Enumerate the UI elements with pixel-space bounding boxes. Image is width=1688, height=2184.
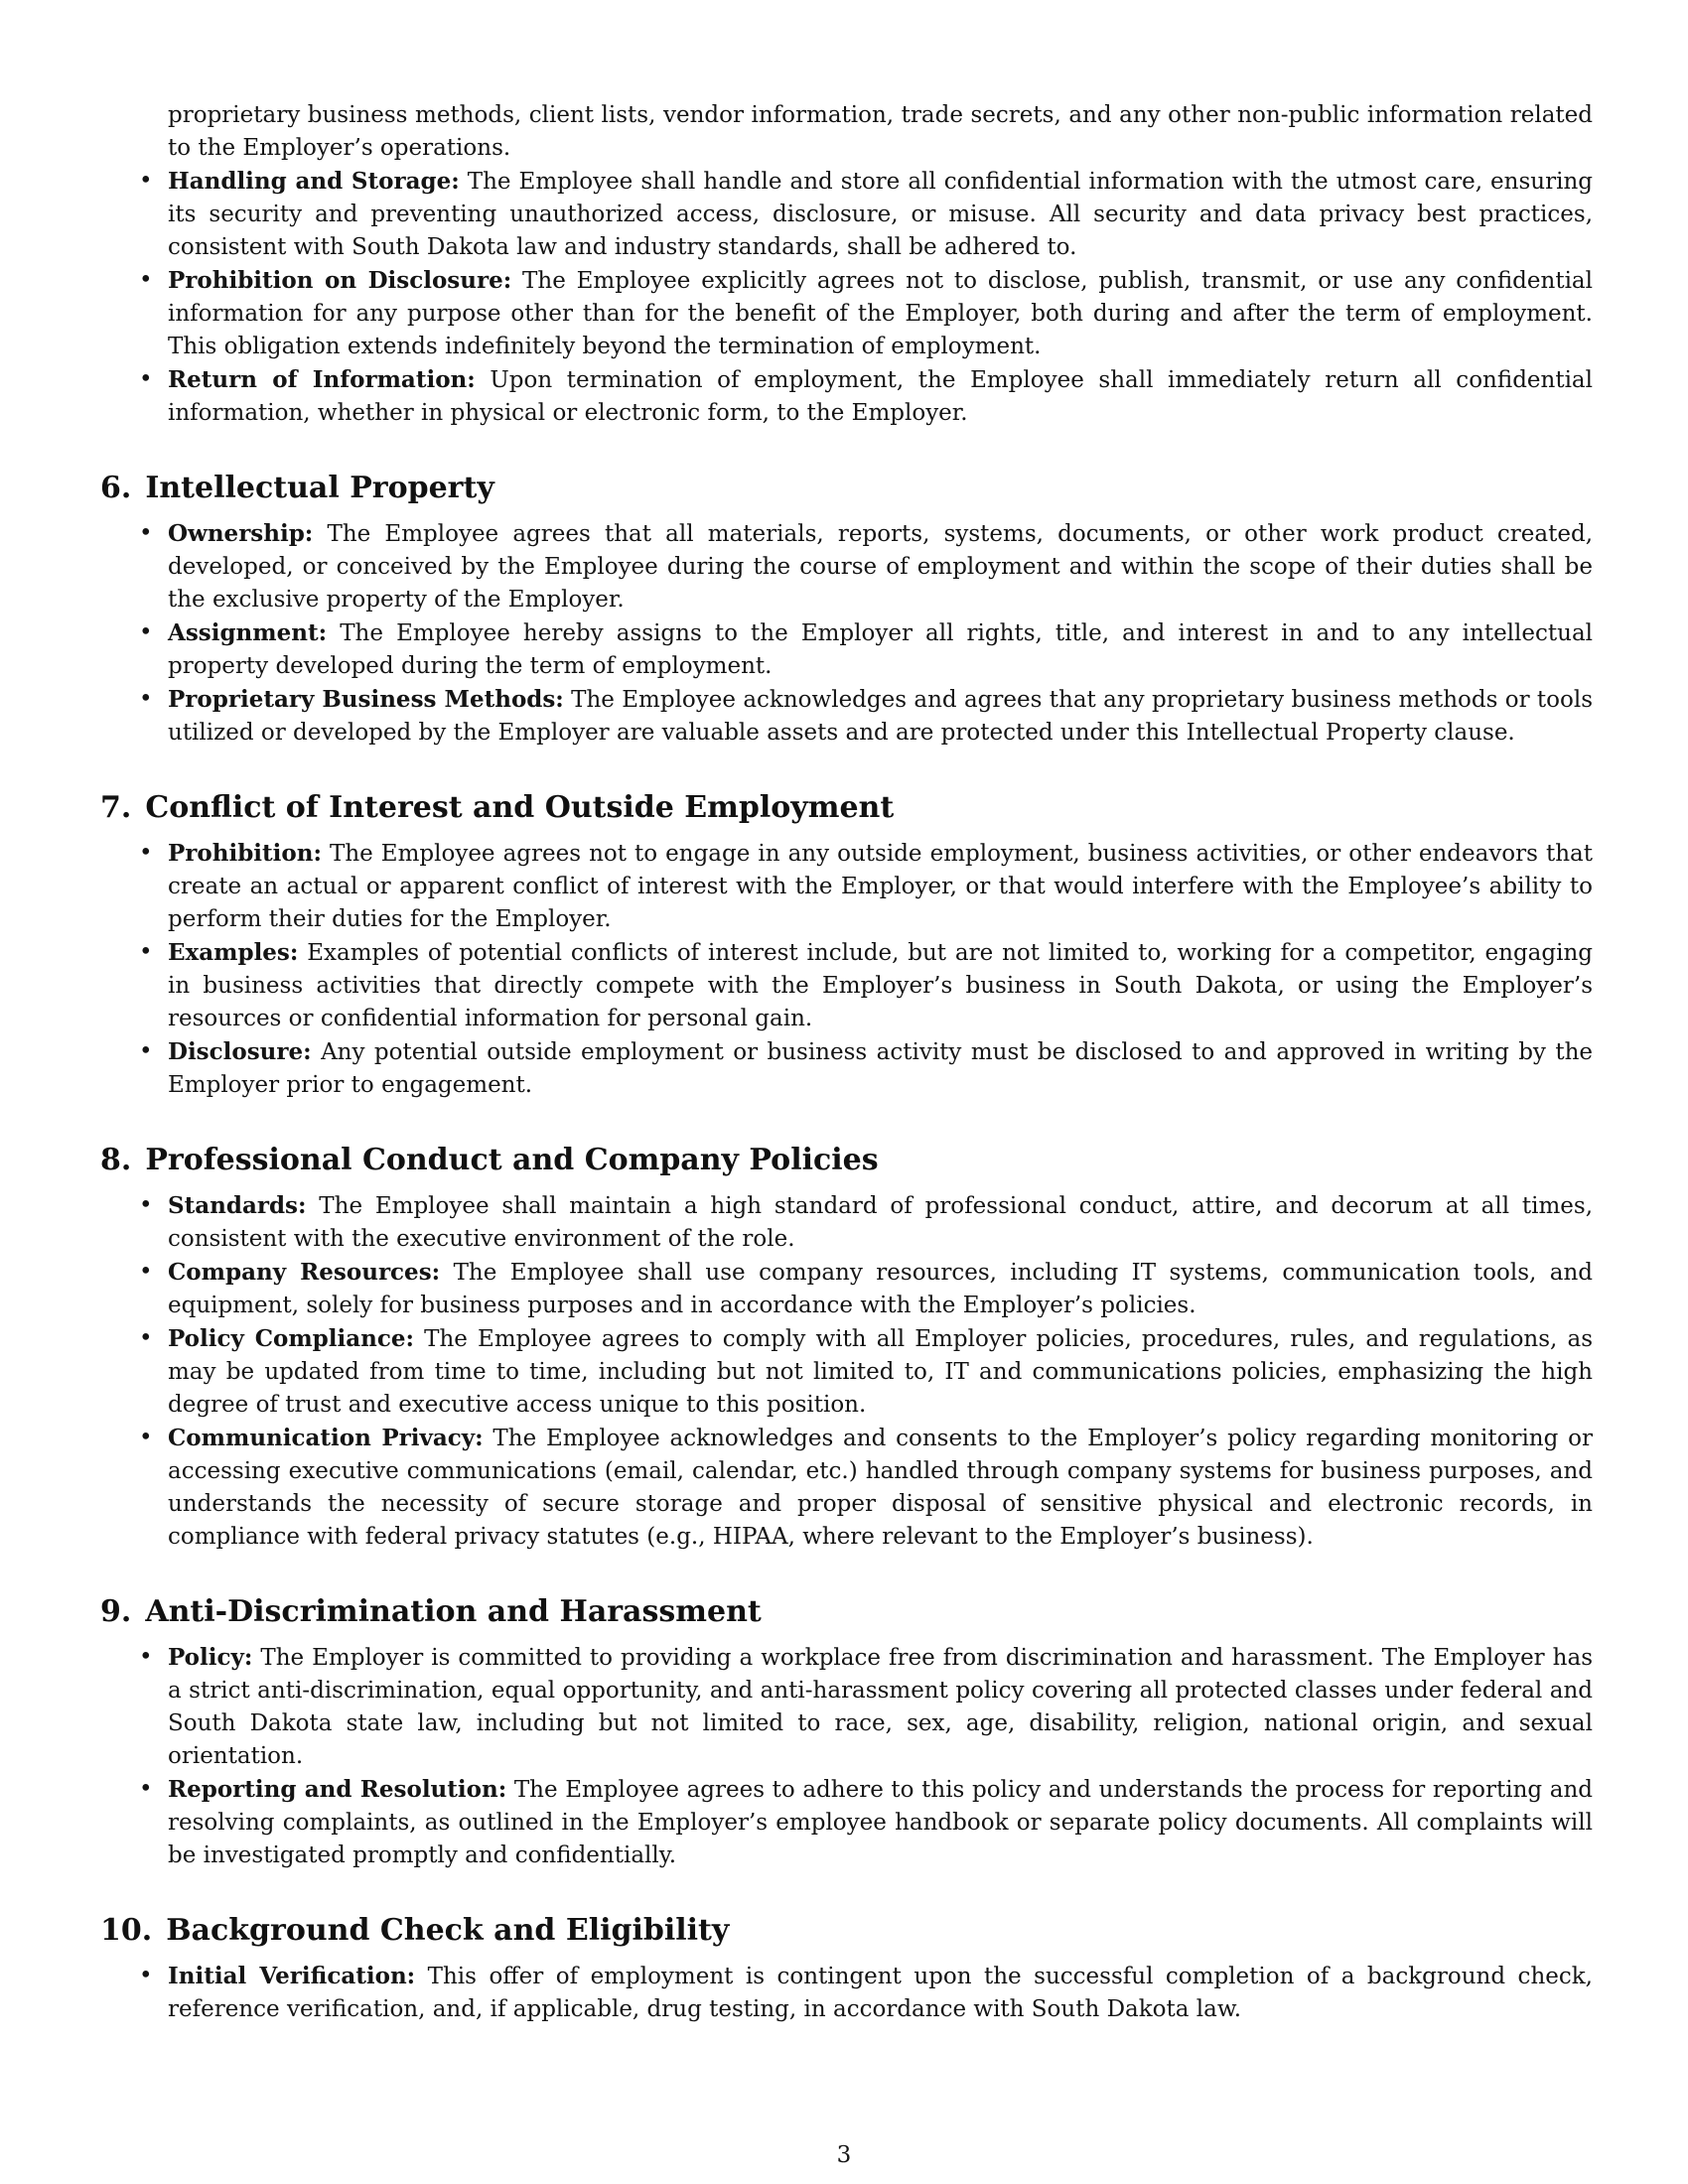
item-label: Examples: [168,939,299,966]
item-text: The Employee explicitly agrees not to disclose, publish, transmit, or use any confidential information for any purpose other than for the benefit of the Employer, both during and after the term of employment. This obligation extends indefinitely beyond the termination of employment. [168,268,1593,359]
item-text: The Employee acknowledges and agrees that any proprietary business methods or tools utilized or developed by the Employer are valuable assets and are protected under this Intellectual Property clause. [168,687,1594,746]
list-item [100,1773,1593,1872]
bullet-icon: • [139,1644,153,1670]
bullet-icon: • [139,366,153,392]
section-number: 6. [100,471,132,505]
section-7-list [100,837,1593,1102]
item-text: This offer of employment is contingent upon the successful completion of a background check, reference verification, and, if applicable, drug testing, in accordance with South Dakota law. [168,1964,1593,2022]
item-label: Proprietary Business Methods: [168,686,564,713]
item-text: The Employee agrees that all materials, reports, systems, documents, or other work product created, developed, or conceived by the Employee during the course of employment and within the scope of their duties shall be the exclusive property of the Employer. [168,521,1593,613]
bullet-icon: • [139,1425,153,1450]
bullet-icon: • [139,168,153,194]
section-9-list [100,1641,1593,1872]
list-item [100,1960,1593,2026]
list-item [100,1189,1593,1256]
item-text: The Employee hereby assigns to the Employer all rights, title, and interest in and to any intellectual property developed during the term of employment. [168,620,1594,679]
section-title: Anti-Discrimination and Harassment [145,1594,762,1629]
bullet-icon: • [139,1325,153,1351]
section-title: Professional Conduct and Company Policies [145,1143,879,1177]
bullet-icon: • [139,267,153,293]
item-label: Policy: [168,1644,253,1671]
bullet-icon: • [139,619,153,645]
item-label: Standards: [168,1192,307,1219]
bullet-icon: • [139,1776,153,1802]
item-text: The Employee shall use company resources, including IT systems, communication tools, and equipment, solely for business purposes and in accordance with the Employer’s policies. [168,1260,1594,1318]
list-item [100,1035,1593,1102]
item-label: Prohibition on Disclosure: [168,267,512,294]
bullet-icon: • [139,520,153,546]
section-number: 8. [100,1143,132,1177]
list-item [100,683,1593,750]
section-number: 9. [100,1594,132,1629]
item-label: Reporting and Resolution: [168,1776,507,1803]
section-number: 10. [100,1913,153,1948]
list-item [100,837,1593,936]
item-label: Prohibition: [168,840,322,867]
section-title: Intellectual Property [145,471,494,505]
bullet-icon: • [139,1963,153,1988]
list-item [100,1641,1593,1773]
item-label: Company Resources: [168,1259,441,1286]
list-item [100,363,1593,430]
bullet-icon: • [139,1038,153,1064]
bullet-icon: • [139,939,153,965]
intro-continuation: proprietary business methods, client lists, vendor information, trade secrets, and any other non-public information related to the Employer’s operations. [168,102,1593,161]
list-item [100,264,1593,363]
item-text: The Employee shall handle and store all confidential information with the utmost care, ensuring its security and preventing unauthorized access, disclosure, or misuse. All security and data privacy best practices, consistent with South Dakota law and industry standards, shall be adhered to. [168,169,1593,260]
item-text: Upon termination of employment, the Employee shall immediately return all confidential information, whether in physical or electronic form, to the Employer. [168,367,1594,426]
item-text: The Employee agrees to adhere to this policy and understands the process for reporting and resolving complaints, as outlined in the Employer’s employee handbook or separate policy documents. All complaints will be investigated promptly and confidentially. [168,1777,1593,1868]
list-item [100,517,1593,616]
item-text: The Employee acknowledges and consents to the Employer’s policy regarding monitoring or accessing executive communications (email, calendar, etc.) handled through company systems for business purposes, and understands the necessity of secure storage and proper disposal of sensitive physical and electronic records, in compliance with federal privacy statutes (e.g., HIPAA, where relevant to the Employer’s business). [168,1426,1593,1550]
section-6-list [100,517,1593,750]
section-number: 7. [100,790,132,825]
item-label: Communication Privacy: [168,1425,484,1451]
section-heading [100,1593,1593,1631]
section-title: Background Check and Eligibility [166,1913,730,1948]
item-text: The Employee agrees to comply with all Employer policies, procedures, rules, and regulations, as may be updated from time to time, including but not limited to, IT and communications policies, emphasizing the high degree of trust and executive access unique to this position. [168,1326,1594,1418]
bullet-icon: • [139,840,153,866]
item-text: The Employee shall maintain a high standard of professional conduct, attire, and decorum at all times, consistent with the executive environment of the role. [168,1193,1593,1252]
section-5-list [100,165,1593,430]
document-page [100,99,1593,2026]
bullet-icon: • [139,1259,153,1285]
item-label: Ownership: [168,520,314,547]
list-item [100,1256,1593,1322]
list-item [100,1322,1593,1422]
item-text: Any potential outside employment or business activity must be disclosed to and approved in writing by the Employer prior to engagement. [168,1039,1594,1098]
section-title: Conflict of Interest and Outside Employment [145,790,895,825]
item-label: Assignment: [168,619,328,646]
list-item [100,1422,1593,1554]
section-heading [100,1142,1593,1179]
item-label: Handling and Storage: [168,168,460,195]
item-text: Examples of potential conflicts of interest include, but are not limited to, working for a competitor, engaging in business activities that directly compete with the Employer’s business in South Dakota, or using the Employer’s resources or confidential information for personal gain. [168,940,1593,1031]
list-item [100,616,1593,683]
item-label: Return of Information: [168,366,476,393]
bullet-icon: • [139,686,153,712]
page-number: 3 [836,2142,852,2168]
section-heading [100,470,1593,507]
bullet-icon: • [139,1192,153,1218]
item-text: The Employee agrees not to engage in any outside employment, business activities, or other endeavors that create an actual or apparent conflict of interest with the Employer, or that would interfere with the Employee’s ability to perform their duties for the Employer. [168,841,1594,932]
list-item [100,936,1593,1035]
section-10-list [100,1960,1593,2026]
section-heading [100,1912,1593,1950]
item-text: The Employer is committed to providing a workplace free from discrimination and harassment. The Employer has a strict anti-discrimination, equal opportunity, and anti-harassment policy covering all protected classes under federal and South Dakota state law, including but not limited to race, sex, age, disability, religion, national origin, and sexual orientation. [168,1645,1593,1769]
item-label: Initial Verification: [168,1963,416,1989]
list-item [100,165,1593,264]
section-heading [100,789,1593,827]
section-8-list [100,1189,1593,1554]
item-label: Policy Compliance: [168,1325,414,1352]
item-label: Disclosure: [168,1038,312,1065]
